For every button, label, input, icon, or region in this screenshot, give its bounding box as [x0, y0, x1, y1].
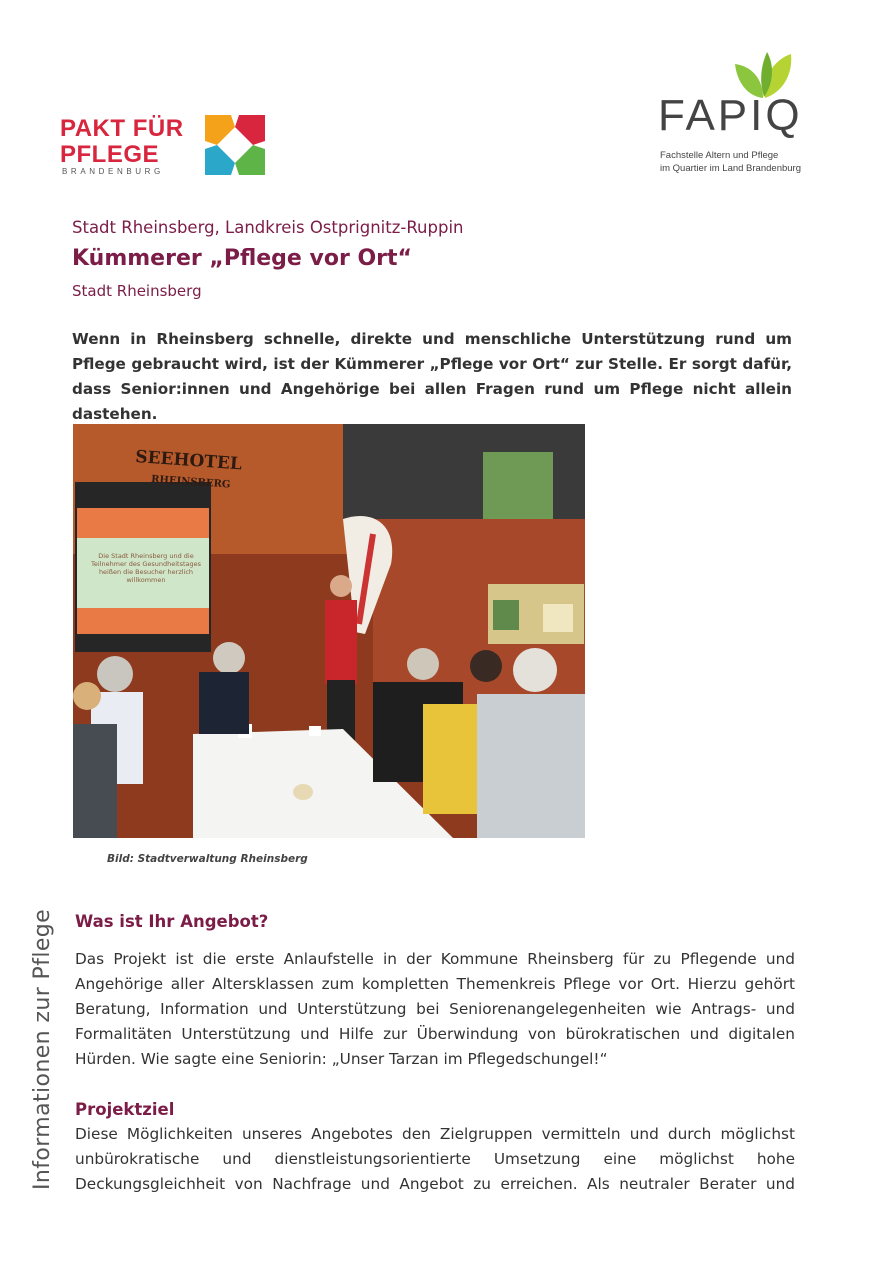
screen-text: Die Stadt Rheinsberg und die Teilnehmer des Gesundheitstages heißen die Besucher herzlich willkommen: [90, 552, 202, 584]
puzzle-cross-icon: [205, 115, 265, 175]
text-line: Beratung, Information und Unterstützung bei Seniorenangelegenheiten wie Antrags- und: [75, 1000, 795, 1018]
fapiq-subline-1: Fachstelle Altern und Pflege: [660, 150, 779, 161]
page-title: Kümmerer „Pflege vor Ort“: [72, 246, 413, 271]
hotel-sign-line2: RHEINSBERG: [150, 474, 231, 491]
section-heading-projektziel: Projektziel: [75, 1100, 175, 1119]
text-line: Formalitäten Unterstützung und Hilfe zur Überwindung von bürokratischen und digitalen: [75, 1025, 795, 1043]
hotel-sign-line1: SEEHOTEL: [134, 447, 243, 475]
pakt-logo-line2: PFLEGE: [60, 141, 160, 168]
section-body-angebot: [75, 947, 795, 1072]
text-line: Diese Möglichkeiten unseres Angebotes den Zielgruppen vermitteln und durch möglichst: [75, 1125, 795, 1143]
text-line: Das Projekt ist die erste Anlaufstelle in der Kommune Rheinsberg für zu Pflegende und: [75, 950, 795, 968]
photo-caption: Bild: Stadtverwaltung Rheinsberg: [107, 853, 308, 865]
text-line: Deckungsgleichheit von Nachfrage und Angebot zu erreichen. Als neutraler Berater und: [75, 1175, 795, 1193]
section-heading-angebot: Was ist Ihr Angebot?: [75, 912, 269, 931]
text-line: Angehörige aller Altersklassen zum kompletten Themenkreis Pflege vor Ort. Hierzu gehört: [75, 975, 795, 993]
page-subtitle: Stadt Rheinsberg: [72, 282, 202, 300]
side-label: Informationen zur Pflege: [30, 908, 55, 1190]
section-body-projektziel: [75, 1122, 795, 1197]
pakt-fuer-pflege-logo: [60, 115, 270, 179]
text-line: Hürden. Wie sagte eine Seniorin: „Unser Tarzan im Pflegedschungel!“: [75, 1050, 608, 1068]
pakt-logo-line1: PAKT FÜR: [60, 115, 184, 142]
fapiq-subline-2: im Quartier im Land Brandenburg: [660, 163, 801, 174]
text-line: unbürokratische und dienstleistungsorientierte Umsetzung eine möglichst hohe: [75, 1150, 795, 1168]
intro-paragraph: Wenn in Rheinsberg schnelle, direkte und menschliche Unterstützung rund um Pflege gebraucht wird, ist der Kümmerer „Pflege vor Ort“ zur Stelle. Er sorgt dafür, dass Senior:innen und Angehörige bei allen Fragen rund um Pflege nicht allein dastehen.: [72, 330, 792, 423]
pakt-logo-sub: BRANDENBURG: [62, 167, 164, 176]
event-photo: [73, 424, 585, 838]
fapiq-logo: [655, 50, 835, 180]
fapiq-wordmark: FAPIQ: [658, 91, 803, 140]
location-line: Stadt Rheinsberg, Landkreis Ostprignitz-Ruppin: [72, 218, 464, 237]
